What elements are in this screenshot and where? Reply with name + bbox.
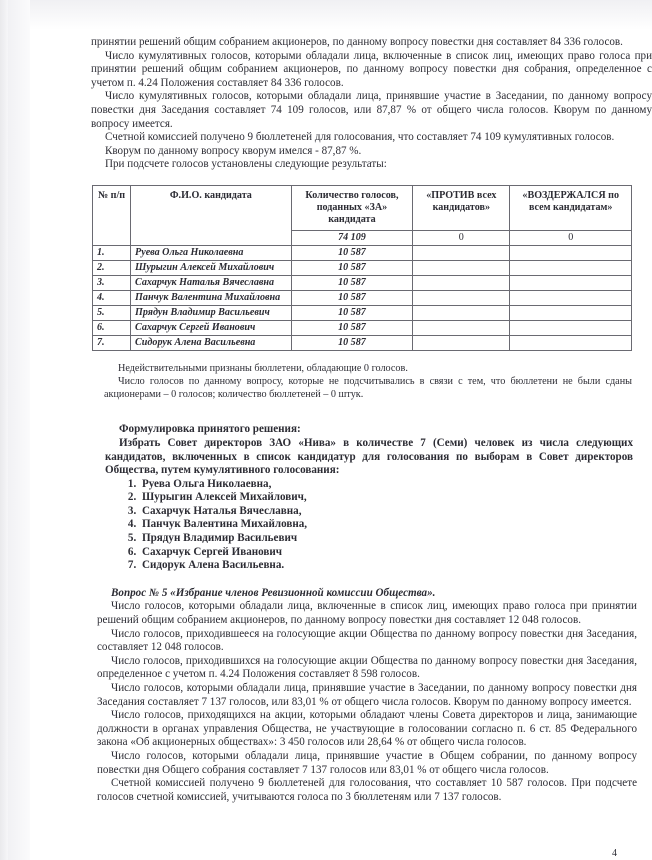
intro-paragraph: Число кумулятивных голосов, которыми обладали лица, включенные в список лиц, имеющих право голоса при принятии решений общим собранием акционеров, по данному вопросу повестки дня собрания, определенное с учетом п. 4.24 Положения составляет 84 336 голосов. <box>91 49 652 89</box>
uncounted-votes-note: Число голосов по данному вопросу, которые не подсчитывались в связи с тем, что бюллетени не были сданы акционерами – 0 голосов; количество бюллетеней – 0 штук. <box>104 375 632 400</box>
votes-za: 10 587 <box>291 320 413 335</box>
question-5-section <box>97 587 637 805</box>
table-row <box>93 245 632 260</box>
votes-za: 10 587 <box>291 260 413 275</box>
invalid-ballots-note: Недействительными признаны бюллетени, обладающие 0 голосов. <box>118 362 408 374</box>
row-num: 5. <box>93 305 131 320</box>
candidate-name: Шурыгин Алексей Михайлович <box>131 260 292 275</box>
votes-against <box>413 305 510 320</box>
question-5-paragraph: Число голосов, которыми обладали лица, принявшие участие в Общем собрании, по данному вопросу повестки дня Общего собрания составляет 7 137 голосов или 83,01 % от общего числа голосов. <box>97 749 637 776</box>
question-5-title: Вопрос № 5 «Избрание членов Ревизионной комиссии Общества». <box>111 586 436 599</box>
votes-za: 10 587 <box>291 245 413 260</box>
scan-left-edge <box>0 0 8 860</box>
list-item: 4. Панчук Валентина Михайловна, <box>139 518 633 532</box>
scan-left-shadow <box>8 0 30 860</box>
candidate-name: Сахарчук Наталья Вячеславна <box>131 275 292 290</box>
list-item: 2. Шурыгин Алексей Михайлович, <box>139 491 633 505</box>
row-num: 3. <box>93 275 131 290</box>
table-row <box>93 290 632 305</box>
intro-paragraph: При подсчете голосов установлены следующие результаты: <box>105 158 387 171</box>
decision-heading: Формулировка принятого решения: <box>119 423 301 436</box>
votes-abstain <box>510 305 632 320</box>
row-num: 4. <box>93 290 131 305</box>
document-page <box>91 36 652 804</box>
candidate-name: Панчук Валентина Михайловна <box>131 290 292 305</box>
list-item: 3. Сахарчук Наталья Вячеславна, <box>139 505 633 519</box>
table-row <box>93 275 632 290</box>
votes-abstain <box>510 290 632 305</box>
question-5-paragraph: Число голосов, которыми обладали лица, принявшие участие в Заседании, по данному вопросу повестки дня Заседания составляет 7 137 голосов, или 83,01 % от общего числа голосов. Кворум по данному вопросу имеется. <box>97 682 637 708</box>
table-header-row <box>93 185 632 230</box>
votes-abstain <box>510 245 632 260</box>
votes-abstain <box>510 275 632 290</box>
header-abstain: «ВОЗДЕРЖАЛСЯ по всем кандидатам» <box>510 185 632 230</box>
question-5-paragraph: Счетной комиссией получено 9 бюллетеней для голосования, что составляет 10 587 голосов. При подсчете голосов счетной комиссией, учитываются голоса по 3 бюллетеням или 7 137 голосов. <box>97 777 637 803</box>
question-5-paragraph: Число голосов, приходившееся на голосующие акции Общества по данному вопросу повестки дня Заседания, составляет 12 048 голосов. <box>97 627 637 654</box>
candidate-name: Прядун Владимир Васильевич <box>131 305 292 320</box>
table-row <box>93 260 632 275</box>
votes-za: 10 587 <box>291 275 413 290</box>
page-number: 4 <box>612 848 617 859</box>
results-table <box>92 185 632 351</box>
votes-against <box>413 290 510 305</box>
header-against: «ПРОТИВ всех кандидатов» <box>413 185 510 230</box>
votes-abstain <box>510 320 632 335</box>
intro-paragraph: Счетной комиссией получено 9 бюллетеней для голосования, что составляет 74 109 кумулятивных голосов. <box>105 131 615 144</box>
candidate-name: Руева Ольга Николаевна <box>131 245 292 260</box>
results-table-container <box>92 185 632 351</box>
row-num: 6. <box>93 320 131 335</box>
scan-top-shadow <box>0 0 652 30</box>
votes-abstain <box>510 335 632 350</box>
decision-section <box>105 423 633 573</box>
votes-against <box>413 320 510 335</box>
header-za: Количество голосов, поданных «ЗА» кандидата <box>291 185 413 230</box>
intro-paragraph: принятии решений общим собранием акционеров, по данному вопросу повестки дня составляет 84 336 голосов. <box>91 36 623 48</box>
table-row <box>93 335 632 350</box>
question-5-paragraph: Число голосов, которыми обладали лица, включенные в список лиц, имеющих право голоса при принятии решений общим собранием акционеров, по данному вопросу повестки дня составляет 12 048 голосов. <box>97 600 637 627</box>
table-row <box>93 320 632 335</box>
votes-abstain <box>510 260 632 275</box>
votes-za: 10 587 <box>291 290 413 305</box>
post-table-notes <box>104 363 632 401</box>
row-num: 7. <box>93 335 131 350</box>
total-against: 0 <box>413 230 510 245</box>
candidate-name: Сахарчук Сергей Иванович <box>131 320 292 335</box>
elected-candidates-list <box>105 478 633 573</box>
header-name: Ф.И.О. кандидата <box>131 185 292 245</box>
list-item: 7. Сидорук Алена Васильевна. <box>139 559 633 573</box>
row-num: 1. <box>93 245 131 260</box>
list-item: 5. Прядун Владимир Васильевич <box>139 532 633 546</box>
list-item: 1. Руева Ольга Николаевна, <box>139 478 633 492</box>
votes-against <box>413 260 510 275</box>
votes-against <box>413 275 510 290</box>
total-abstain: 0 <box>510 230 632 245</box>
candidate-name: Сидорук Алена Васильевна <box>131 335 292 350</box>
total-za: 74 109 <box>291 230 413 245</box>
votes-za: 10 587 <box>291 335 413 350</box>
list-item: 6. Сахарчук Сергей Иванович <box>139 546 633 560</box>
intro-paragraph: Кворум по данному вопросу кворум имелся - 87,87 %. <box>105 144 362 157</box>
row-num: 2. <box>93 260 131 275</box>
votes-against <box>413 335 510 350</box>
header-num: № п/п <box>93 185 131 245</box>
table-row <box>93 305 632 320</box>
question-5-paragraph: Число голосов, приходящихся на акции, которыми обладают члены Совета директоров и лица, занимающие должности в органах управления Общества, не участвующие в голосовании согласно п. 6 ст. 85 Федерального закона «Об акционерных обществах»: 3 450 голосов или 28,64 % от общего числа голосов. <box>97 709 637 749</box>
votes-za: 10 587 <box>291 305 413 320</box>
decision-text: Избрать Совет директоров ЗАО «Нива» в количестве 7 (Семи) человек из числа следующих кандидатов, включенных в список кандидатур для голосования по выборам в Совет директоров Общества, путем кумулятивного голосования: <box>105 436 633 477</box>
votes-against <box>413 245 510 260</box>
intro-paragraph: Число кумулятивных голосов, которыми обладали лица, принявшие участие в Заседании, по данному вопросу повестки дня Заседания составляет 74 109 голосов, или 87,87 % от общего числа голосов. Кворум по данному вопросу имеется. <box>91 90 652 130</box>
question-5-paragraph: Число голосов, приходившихся на голосующие акции Общества по данному вопросу повестки дня Заседания, определенное с учетом п. 4.24 Положения составляет 8 598 голосов. <box>97 654 637 681</box>
